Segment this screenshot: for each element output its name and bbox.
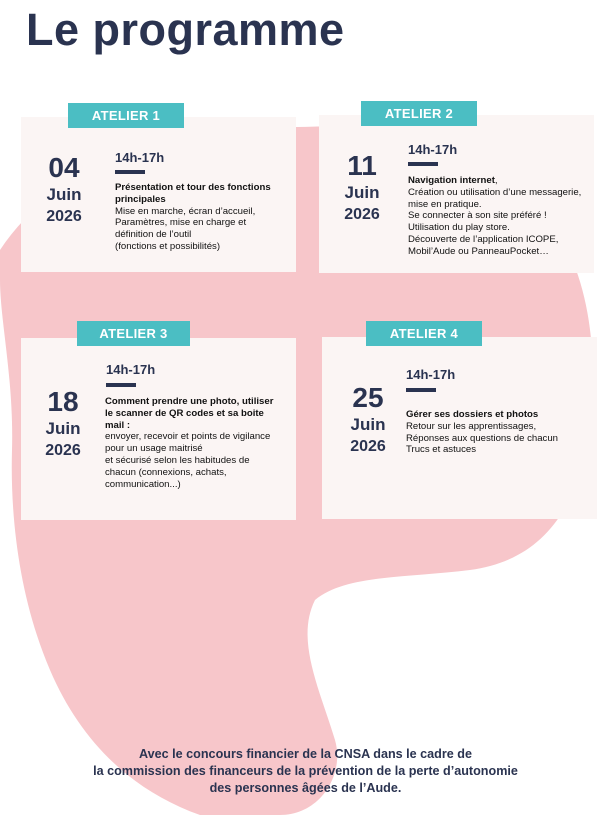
funding-footer <box>0 746 611 797</box>
atelier-2-hours: 14h-17h <box>408 142 458 157</box>
atelier-3-year: 2026 <box>45 442 81 459</box>
atelier-2-line: Utilisation du play store. <box>408 222 510 234</box>
atelier-3-lead-2: le scanner de QR codes et sa boite <box>105 407 264 419</box>
footer-line-2: la commission des financeurs de la prévention de la perte d’autonomie <box>93 764 518 778</box>
atelier-3-badge: ATELIER 3 <box>77 321 190 346</box>
atelier-1-divider <box>115 170 145 174</box>
atelier-3-description <box>105 396 293 490</box>
atelier-3-line: chacun (connexions, achats, <box>105 466 227 478</box>
atelier-1-line: Paramètres, mise en charge et <box>115 217 247 229</box>
atelier-1-badge: ATELIER 1 <box>68 103 184 128</box>
atelier-3-lead-3: mail : <box>105 419 131 431</box>
atelier-1-line: Mise en marche, écran d’accueil, <box>115 205 256 217</box>
atelier-2-day: 11 <box>347 150 377 181</box>
atelier-3-month: Juin <box>45 419 81 438</box>
atelier-2-lead <box>408 175 598 187</box>
atelier-4-divider <box>406 388 436 392</box>
footer-line-3: des personnes âgées de l’Aude. <box>209 781 402 795</box>
atelier-2-lead-rest: , <box>494 175 498 186</box>
atelier-1-line: définition de l’outil <box>115 229 192 241</box>
atelier-2-line: Mobil’Aude ou PanneauPocket… <box>408 245 549 257</box>
atelier-4-hours: 14h-17h <box>406 367 456 382</box>
atelier-2-year: 2026 <box>344 206 380 223</box>
atelier-1-line: (fonctions et possibilités) <box>115 240 221 252</box>
atelier-3-lead-1: Comment prendre une photo, utiliser <box>105 396 274 407</box>
atelier-4-lead-1: Gérer ses dossiers et photos <box>406 409 539 420</box>
atelier-1-month: Juin <box>46 185 82 204</box>
atelier-1-lead-1: Présentation et tour des fonctions <box>115 182 271 193</box>
atelier-3-line: et sécurisé selon les habitudes de <box>105 454 250 466</box>
atelier-4-badge: ATELIER 4 <box>366 321 482 346</box>
atelier-1-description <box>115 182 293 253</box>
atelier-3-day: 18 <box>47 386 79 417</box>
atelier-2-line: Création ou utilisation d’une messagerie, <box>408 186 582 198</box>
atelier-1-day: 04 <box>48 152 80 183</box>
atelier-4-description <box>406 409 594 456</box>
footer-line-1: Avec le concours financier de la CNSA dans le cadre de <box>139 747 472 761</box>
atelier-3-hours: 14h-17h <box>106 362 156 377</box>
atelier-2-lead-bold: Navigation internet <box>408 175 495 186</box>
atelier-4-month: Juin <box>350 415 386 434</box>
atelier-4-day: 25 <box>352 382 384 413</box>
atelier-1-date <box>34 152 94 228</box>
atelier-4-date <box>338 382 398 458</box>
atelier-2-description <box>408 175 598 258</box>
atelier-2-line: Découverte de l’application ICOPE, <box>408 233 559 245</box>
atelier-1-year: 2026 <box>46 208 82 225</box>
atelier-3-line: envoyer, recevoir et points de vigilance <box>105 431 271 443</box>
atelier-1-hours: 14h-17h <box>115 150 165 165</box>
atelier-3-line: pour un usage maitrisé <box>105 443 203 455</box>
atelier-2-divider <box>408 162 438 166</box>
page-title: Le programme <box>26 4 345 55</box>
atelier-3-date <box>33 386 93 462</box>
atelier-4-line: Réponses aux questions de chacun <box>406 432 559 444</box>
atelier-1-lead-2: principales <box>115 193 166 205</box>
atelier-2-month: Juin <box>344 183 380 202</box>
atelier-2-line: mise en pratique. <box>408 198 482 210</box>
atelier-2-date <box>332 150 392 226</box>
atelier-2-line: Se connecter à son site préféré ! <box>408 210 547 222</box>
atelier-3-divider <box>106 383 136 387</box>
atelier-4-line: Retour sur les apprentissages, <box>406 420 537 432</box>
atelier-2-badge: ATELIER 2 <box>361 101 477 126</box>
atelier-4-line: Trucs et astuces <box>406 444 477 456</box>
atelier-3-line: communication...) <box>105 478 181 490</box>
atelier-4-year: 2026 <box>350 438 386 455</box>
